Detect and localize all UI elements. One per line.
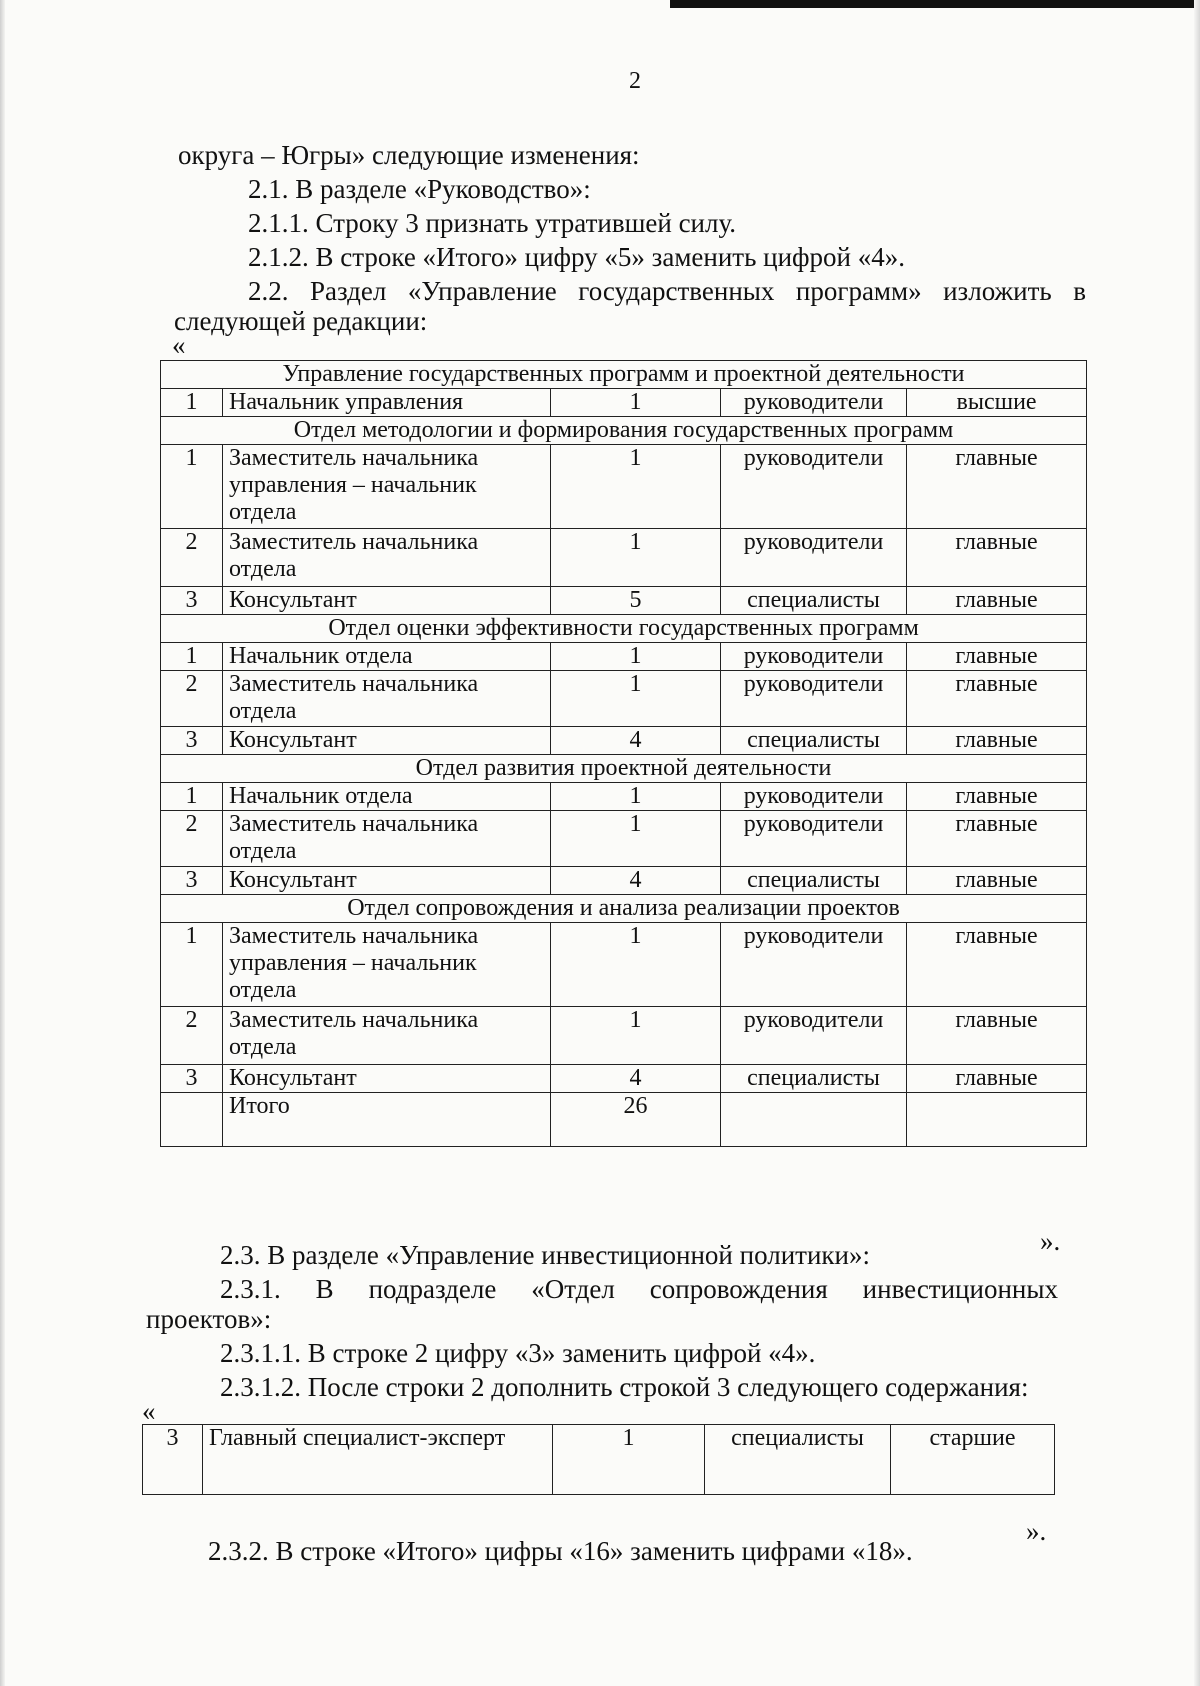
text-line: 2.3.1. В подразделе «Отдел сопровождения инвестиционных: [220, 1274, 1058, 1304]
staff-table-body: [161, 361, 1087, 1147]
position-name: Начальник отдела: [223, 783, 551, 811]
open-quote: «: [142, 1396, 156, 1426]
position-name: Заместитель начальника отдела: [223, 811, 551, 867]
page-number: 2: [629, 68, 641, 94]
row-number: 2: [161, 671, 223, 727]
text-line: 2.1. В разделе «Руководство»:: [248, 174, 591, 204]
position-name: Консультант: [223, 727, 551, 755]
text-line: округа – Югры» следующие изменения:: [178, 140, 640, 170]
position-category: руководители: [721, 529, 907, 587]
section-header-row: [161, 361, 1087, 389]
position-name: Заместитель начальника отдела: [223, 671, 551, 727]
table-row: [161, 587, 1087, 615]
position-name: Консультант: [223, 587, 551, 615]
position-group: главные: [907, 671, 1087, 727]
position-category: руководители: [721, 389, 907, 417]
position-group: главные: [907, 529, 1087, 587]
position-group: главные: [907, 643, 1087, 671]
position-count: 1: [551, 811, 721, 867]
position-name: Заместитель начальника отдела: [223, 1007, 551, 1065]
table-row: [161, 727, 1087, 755]
section-header-row: [161, 615, 1087, 643]
table-row: [161, 867, 1087, 895]
position-group: главные: [907, 811, 1087, 867]
text-line: 2.3. В разделе «Управление инвестиционной политики»:: [220, 1240, 870, 1270]
position-count: 1: [551, 923, 721, 1007]
position-group: старшие: [891, 1425, 1055, 1495]
section-title: Отдел оценки эффективности государственных программ: [161, 615, 1087, 643]
position-count: 1: [551, 389, 721, 417]
scan-left-edge: [0, 0, 5, 1686]
text-line: 2.1.2. В строке «Итого» цифру «5» заменить цифрой «4».: [248, 242, 906, 272]
position-count: 1: [553, 1425, 705, 1495]
total-label: Итого: [223, 1093, 551, 1147]
position-group: главные: [907, 445, 1087, 529]
text-line: 2.3.1.1. В строке 2 цифру «3» заменить цифрой «4».: [220, 1338, 816, 1368]
position-category: руководители: [721, 923, 907, 1007]
position-group: главные: [907, 727, 1087, 755]
total-count: 26: [551, 1093, 721, 1147]
position-category: руководители: [721, 445, 907, 529]
position-category: руководители: [721, 671, 907, 727]
position-group: главные: [907, 923, 1087, 1007]
addition-table: [142, 1424, 1055, 1495]
row-number: 1: [161, 643, 223, 671]
position-count: 4: [551, 1065, 721, 1093]
position-name: Заместитель начальника управления – начальник отдела: [223, 445, 551, 529]
position-count: 5: [551, 587, 721, 615]
empty-cell: [721, 1093, 907, 1147]
position-group: главные: [907, 783, 1087, 811]
position-category: специалисты: [705, 1425, 891, 1495]
position-group: главные: [907, 867, 1087, 895]
empty-cell: [161, 1093, 223, 1147]
position-name: Консультант: [223, 1065, 551, 1093]
table-row: [161, 643, 1087, 671]
table-row: [161, 671, 1087, 727]
section-title: Отдел сопровождения и анализа реализации проектов: [161, 895, 1087, 923]
row-number: 3: [161, 1065, 223, 1093]
section-title: Отдел развития проектной деятельности: [161, 755, 1087, 783]
position-category: специалисты: [721, 727, 907, 755]
close-quote: ».: [1040, 1226, 1061, 1256]
text-line: 2.1.1. Строку 3 признать утратившей силу.: [248, 208, 737, 238]
table-row: [161, 529, 1087, 587]
row-number: 2: [161, 529, 223, 587]
section-header-row: [161, 755, 1087, 783]
table-row: [161, 923, 1087, 1007]
position-count: 4: [551, 867, 721, 895]
row-number: 3: [161, 587, 223, 615]
position-count: 1: [551, 1007, 721, 1065]
table-row: [161, 783, 1087, 811]
position-category: руководители: [721, 1007, 907, 1065]
table-row: [161, 1007, 1087, 1065]
section-title: Управление государственных программ и проектной деятельности: [161, 361, 1087, 389]
scan-edge-bar: [670, 0, 1200, 8]
position-name: Главный специалист-эксперт: [203, 1425, 553, 1495]
position-category: специалисты: [721, 867, 907, 895]
position-count: 1: [551, 529, 721, 587]
position-group: высшие: [907, 389, 1087, 417]
position-name: Начальник отдела: [223, 643, 551, 671]
text-line: 2.2. Раздел «Управление государственных программ» изложить в: [248, 276, 1086, 306]
position-count: 1: [551, 783, 721, 811]
position-group: главные: [907, 1065, 1087, 1093]
position-group: главные: [907, 1007, 1087, 1065]
text-line: 2.3.2. В строке «Итого» цифры «16» заменить цифрами «18».: [208, 1536, 913, 1566]
table-row: [161, 445, 1087, 529]
row-number: 3: [143, 1425, 203, 1495]
position-name: Консультант: [223, 867, 551, 895]
position-name: Начальник управления: [223, 389, 551, 417]
position-name: Заместитель начальника отдела: [223, 529, 551, 587]
position-group: главные: [907, 587, 1087, 615]
row-number: 1: [161, 389, 223, 417]
close-quote: ».: [1026, 1516, 1047, 1546]
table-row: [161, 389, 1087, 417]
row-number: 1: [161, 923, 223, 1007]
section-header-row: [161, 895, 1087, 923]
row-number: 1: [161, 783, 223, 811]
position-count: 1: [551, 445, 721, 529]
position-name: Заместитель начальника управления – начальник отдела: [223, 923, 551, 1007]
position-count: 4: [551, 727, 721, 755]
empty-cell: [907, 1093, 1087, 1147]
text-line: проектов»:: [146, 1304, 272, 1334]
staff-table: [160, 360, 1087, 1147]
row-number: 1: [161, 445, 223, 529]
total-row: [161, 1093, 1087, 1147]
scan-right-edge: [1194, 0, 1200, 1686]
table-row: [161, 811, 1087, 867]
text-line: 2.3.1.2. После строки 2 дополнить строкой 3 следующего содержания:: [220, 1372, 1029, 1402]
row-number: 2: [161, 811, 223, 867]
position-category: специалисты: [721, 587, 907, 615]
open-quote: «: [172, 330, 186, 360]
position-category: специалисты: [721, 1065, 907, 1093]
table-row: [161, 1065, 1087, 1093]
table-row: [143, 1425, 1055, 1495]
position-count: 1: [551, 643, 721, 671]
row-number: 2: [161, 1007, 223, 1065]
position-category: руководители: [721, 643, 907, 671]
row-number: 3: [161, 867, 223, 895]
section-header-row: [161, 417, 1087, 445]
text-line: следующей редакции:: [174, 306, 428, 336]
section-title: Отдел методологии и формирования государственных программ: [161, 417, 1087, 445]
position-category: руководители: [721, 811, 907, 867]
position-count: 1: [551, 671, 721, 727]
row-number: 3: [161, 727, 223, 755]
position-category: руководители: [721, 783, 907, 811]
